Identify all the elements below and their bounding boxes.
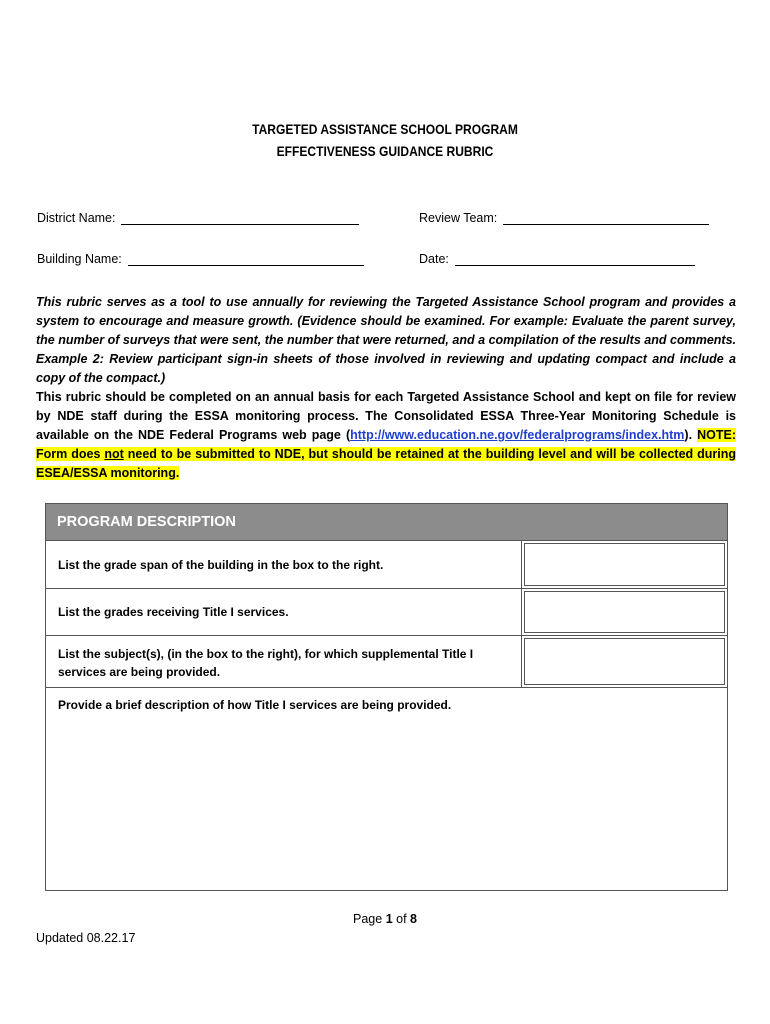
row-question: Provide a brief description of how Title I services are being provided. <box>58 698 452 712</box>
grade-span-answer-box[interactable] <box>524 543 725 586</box>
building-name-label: Building Name: <box>37 252 122 266</box>
row-question: List the subject(s), (in the box to the right), for which supplemental Title I services are being provided. <box>46 636 522 687</box>
district-name-field[interactable] <box>37 211 359 225</box>
page-number <box>0 912 770 926</box>
federal-programs-link[interactable]: http://www.education.ne.gov/federalprograms/index.htm <box>350 428 685 442</box>
instructions-link-close: ). <box>684 428 693 442</box>
district-name-blank[interactable] <box>121 212 359 225</box>
page-current: 1 <box>385 912 393 926</box>
note-text-2: need to be submitted to NDE, but should be retained at the building level and will be collected during ESEA/ESSA monitoring. <box>36 447 736 480</box>
grades-receiving-answer-box[interactable] <box>524 591 725 633</box>
note-text-1: NOTE: Form does <box>36 428 736 461</box>
building-name-blank[interactable] <box>128 253 364 266</box>
date-field[interactable] <box>419 252 695 266</box>
program-description-table <box>45 503 728 891</box>
table-row <box>46 636 727 688</box>
document-title-line1: TARGETED ASSISTANCE SCHOOL PROGRAM <box>252 121 518 137</box>
page-of: of <box>392 912 411 926</box>
document-title-line2: EFFECTIVENESS GUIDANCE RUBRIC <box>276 143 494 159</box>
date-blank[interactable] <box>455 253 695 266</box>
note-underlined-not: not <box>104 447 124 461</box>
district-name-label: District Name: <box>37 211 116 225</box>
intro-paragraph: This rubric serves as a tool to use annually for reviewing the Targeted Assistance School program and provides a system to encourage and measure growth. (Evidence should be examined. For example: Evaluate the parent survey, the number of surveys that were sent, the number that were returned, and a compilation of the results and comments. Example 2: Review participant sign-in sheets of those involved in reviewing and updating compact and include a copy of the compact.) <box>36 295 736 385</box>
building-name-field[interactable] <box>37 252 364 266</box>
instructions-paragraph <box>36 388 736 483</box>
description-answer-area[interactable] <box>46 688 727 888</box>
page-total: 8 <box>410 912 417 926</box>
page-prefix: Page <box>353 912 386 926</box>
row-question: List the grade span of the building in the box to the right. <box>46 541 522 588</box>
review-team-blank[interactable] <box>503 212 709 225</box>
table-header-label: PROGRAM DESCRIPTION <box>57 514 236 530</box>
table-header <box>46 504 727 541</box>
instructions-text: This rubric should be completed on an annual basis for each Targeted Assistance School and kept on file for review by NDE staff during the ESSA monitoring process. The Consolidated ESSA Three-Year Monitoring Schedule is available on the NDE Federal Programs web page ( <box>36 390 736 442</box>
row-question: List the grades receiving Title I services. <box>46 589 522 635</box>
table-row <box>46 541 727 589</box>
table-row <box>46 589 727 636</box>
subjects-answer-box[interactable] <box>524 638 725 685</box>
review-team-field[interactable] <box>419 211 709 225</box>
review-team-label: Review Team: <box>419 211 498 225</box>
updated-date: Updated 08.22.17 <box>36 931 136 945</box>
date-label: Date: <box>419 252 449 266</box>
